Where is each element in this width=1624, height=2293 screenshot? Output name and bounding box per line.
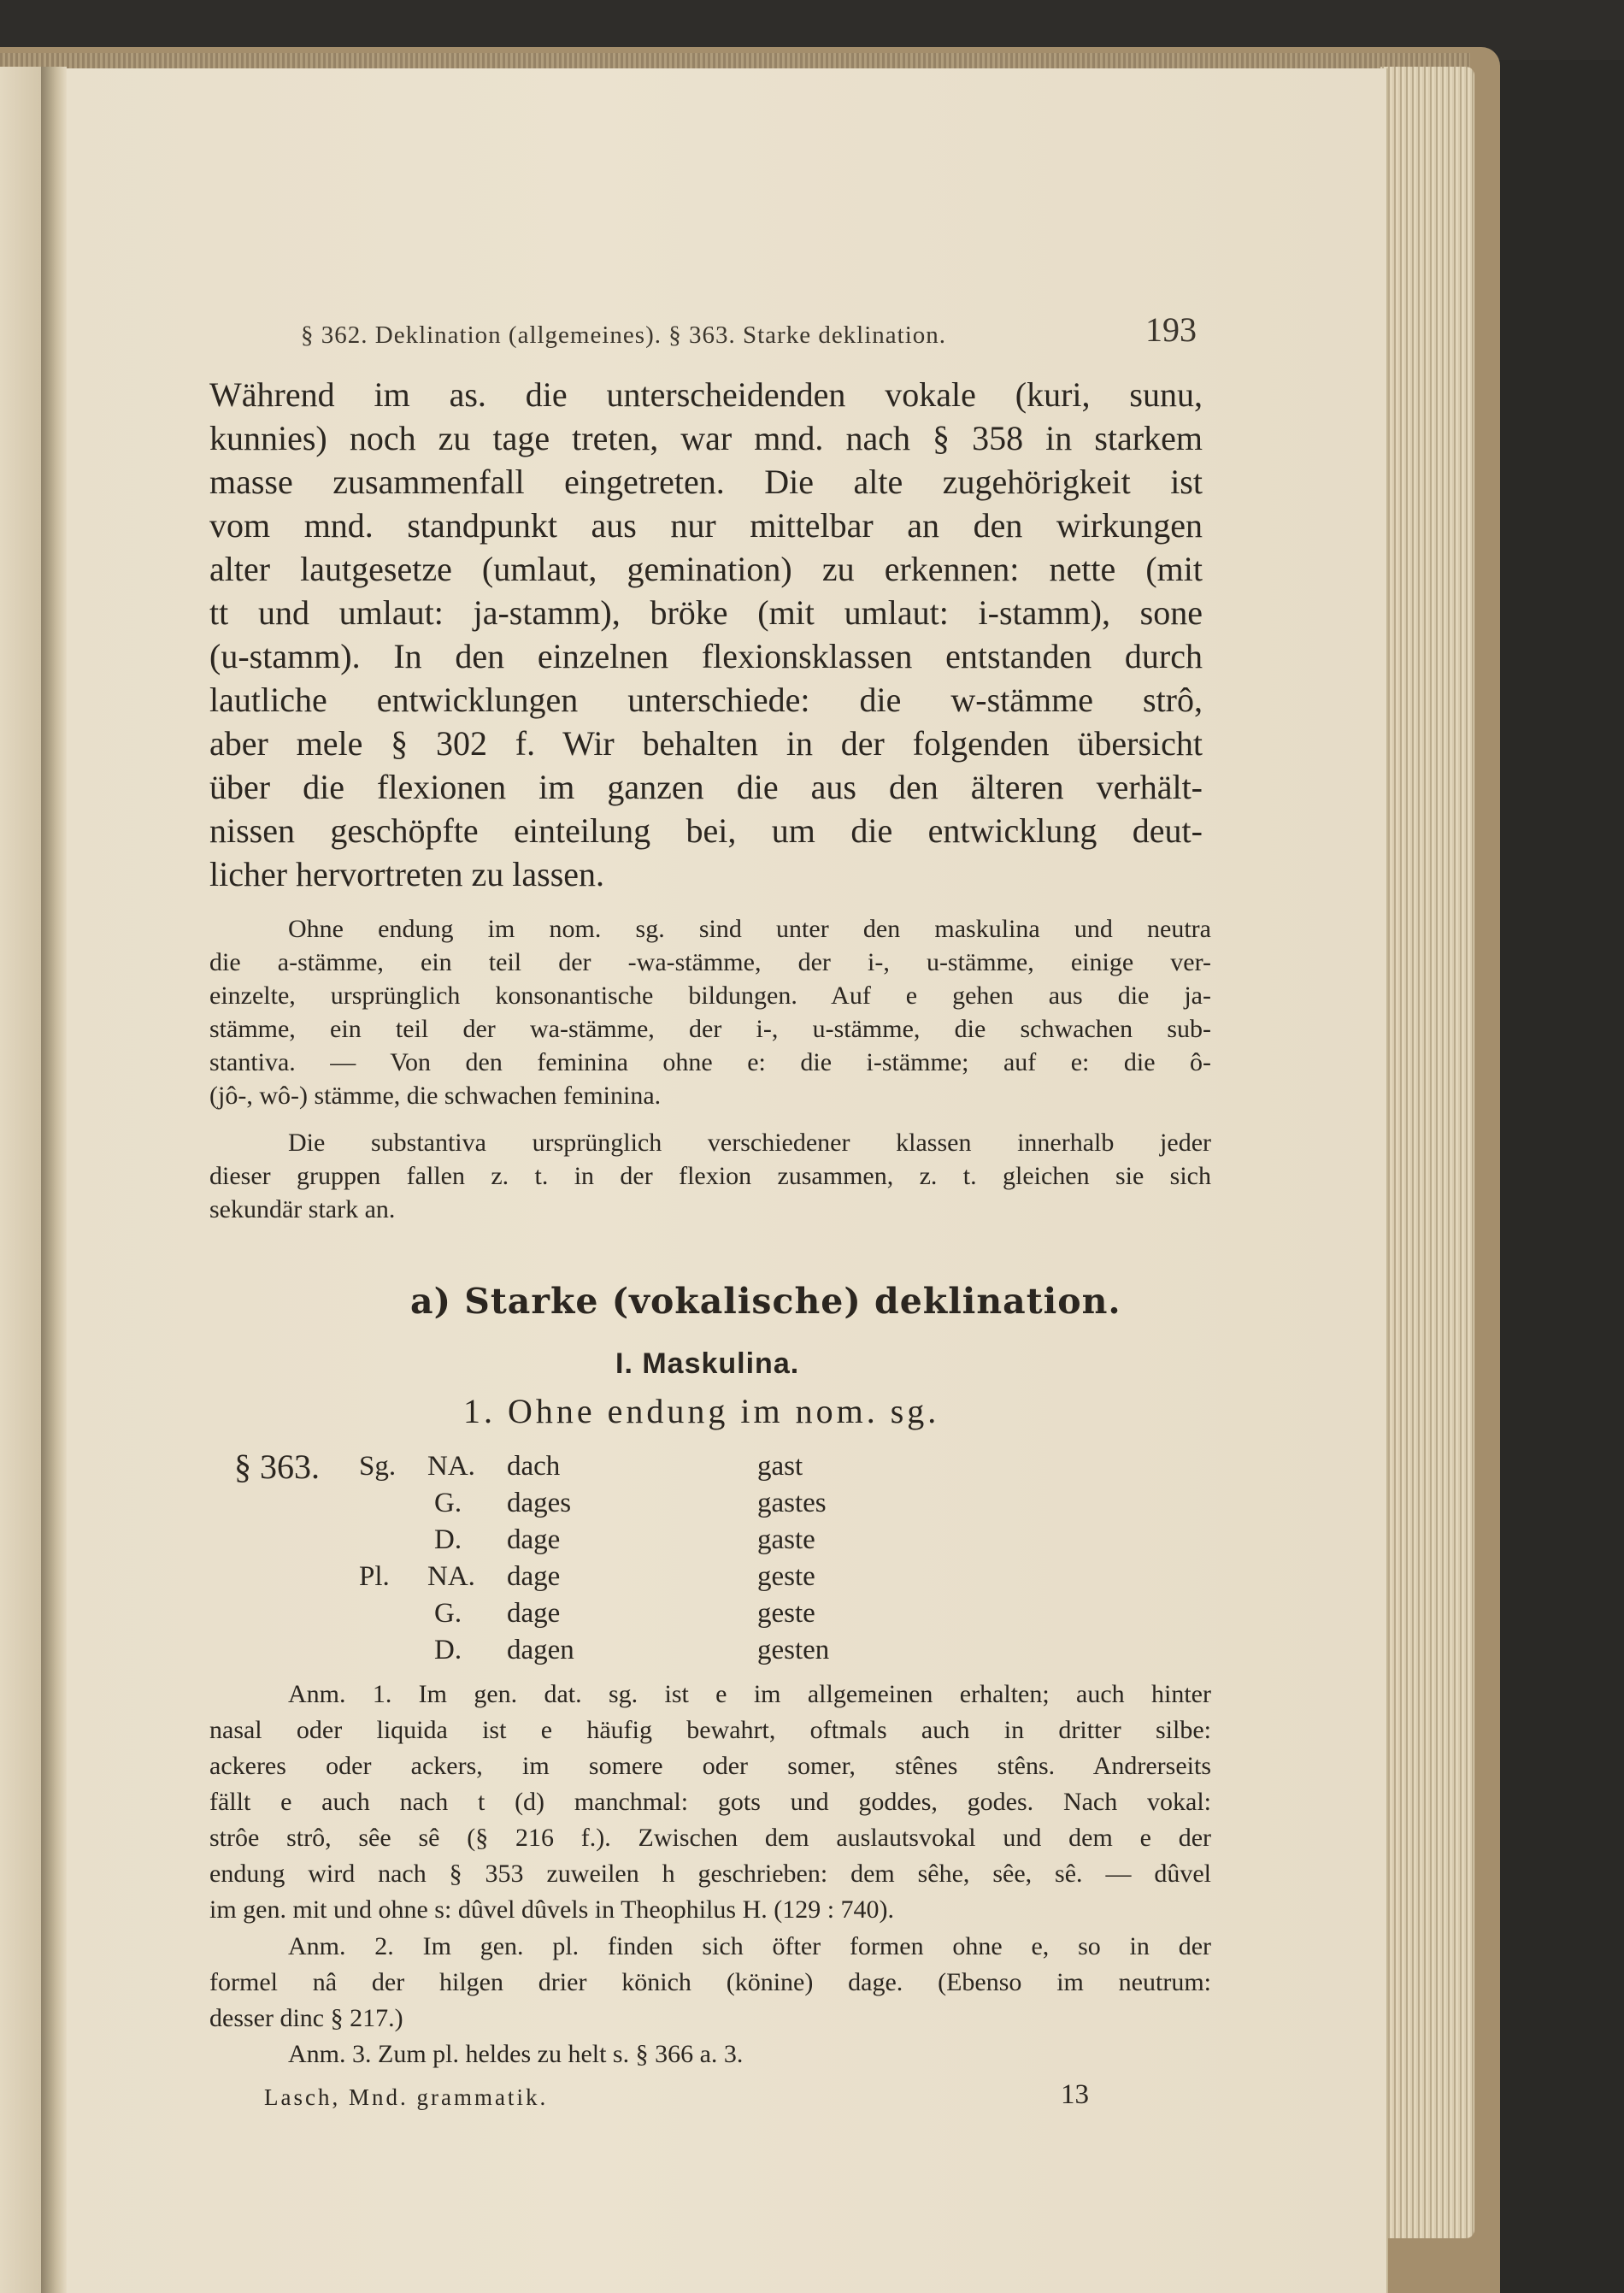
text-line: Die substantiva ursprünglich verschiedener klassen innerhalb jeder (288, 1129, 1211, 1157)
text-line: die a-stämme, ein teil der -wa-stämme, der i-, u-stämme, einige ver- (209, 948, 1211, 976)
text-line: Anm. 2. Im gen. pl. finden sich öfter formen ohne e, so in der (288, 1932, 1211, 1960)
paradigm-case: D. (434, 1635, 462, 1665)
paradigm-form: dage (507, 1598, 561, 1629)
page-edges (1380, 67, 1474, 2238)
paradigm-case: NA. (427, 1451, 475, 1482)
text-line: formel nâ der hilgen drier könich (könine) dage. (Ebenso im neutrum: (209, 1968, 1211, 1996)
text-line: kunnies) noch zu tage treten, war mnd. nach § 358 in starkem (209, 419, 1203, 457)
text-line: einzelte, ursprünglich konsonantische bildungen. Auf e gehen aus die ja- (209, 981, 1211, 1010)
text-line: dieser gruppen fallen z. t. in der flexion zusammen, z. t. gleichen sie sich (209, 1162, 1211, 1190)
text-line: stantiva. — Von den feminina ohne e: die i-stämme; auf e: die ô- (209, 1048, 1211, 1076)
text-line: licher hervortreten zu lassen. (209, 855, 605, 893)
text-line: (u-stamm). In den einzelnen flexionsklassen entstanden durch (209, 637, 1203, 675)
text-line: lautliche entwicklungen unterschiede: die w-stämme strô, (209, 681, 1203, 719)
paradigm-number: Pl. (359, 1561, 390, 1592)
text-line: über die flexionen im ganzen die aus den älteren verhält- (209, 768, 1203, 806)
page-number: 193 (1145, 310, 1197, 349)
text-line: nissen geschöpfte einteilung bei, um die entwicklung deut- (209, 811, 1203, 850)
paradigm-form: gastes (757, 1488, 827, 1518)
text-line: Während im as. die unterscheidenden vokale (kuri, sunu, (209, 375, 1203, 414)
paradigm-case: G. (434, 1598, 462, 1629)
paradigm-section-number: § 363. (234, 1447, 320, 1486)
footer-signature: Lasch, Mnd. grammatik. (264, 2084, 549, 2110)
paradigm-form: dagen (507, 1635, 574, 1665)
text-line: Anm. 1. Im gen. dat. sg. ist e im allgemeinen erhalten; auch hinter (288, 1680, 1211, 1708)
paradigm-form: geste (757, 1561, 815, 1592)
text-line: endung wird nach § 353 zuweilen h geschrieben: dem sêhe, sêe, sê. — dûvel (209, 1860, 1211, 1888)
text-line: ackeres oder ackers, im somere oder somer, stênes stêns. Andrerseits (209, 1752, 1211, 1780)
paradigm-form: gaste (757, 1524, 815, 1555)
text-line: stämme, ein teil der wa-stämme, der i-, u-stämme, die schwachen sub- (209, 1015, 1211, 1043)
paradigm-form: dach (507, 1451, 561, 1482)
text-line: tt und umlaut: ja-stamm), bröke (mit umlaut: i-stamm), sone (209, 593, 1203, 632)
gutter-shadow (41, 67, 67, 2293)
paradigm-case: G. (434, 1488, 462, 1518)
paradigm-case: D. (434, 1524, 462, 1555)
subsection-heading: I. Maskulina. (615, 1347, 800, 1380)
text-line: Ohne endung im nom. sg. sind unter den maskulina und neutra (288, 915, 1211, 943)
paradigm-number: Sg. (359, 1451, 397, 1482)
text-line: vom mnd. standpunkt aus nur mittelbar an den wirkungen (209, 506, 1203, 545)
paradigm-form: geste (757, 1598, 815, 1629)
section-heading: a) Starke (vokalische) deklination. (410, 1281, 1121, 1322)
text-line: desser dinc § 217.) (209, 2004, 403, 2032)
text-line: im gen. mit und ohne s: dûvel dûvels in Theophilus H. (129 : 740). (209, 1895, 895, 1924)
paradigm-case: NA. (427, 1561, 475, 1592)
text-line: fällt e auch nach t (d) manchmal: gots und goddes, godes. Nach vokal: (209, 1788, 1211, 1816)
running-head: § 362. Deklination (allgemeines). § 363. Starke deklination. (301, 321, 947, 349)
paradigm-form: gast (757, 1451, 803, 1482)
paradigm-form: dage (507, 1561, 561, 1592)
paradigm-form: gesten (757, 1635, 830, 1665)
book-page (53, 68, 1388, 2293)
signature-number: 13 (1061, 2079, 1089, 2110)
text-line: aber mele § 302 f. Wir behalten in der folgenden übersicht (209, 724, 1203, 763)
annotation-3: Anm. 3. Zum pl. heldes zu helt s. § 366 a. 3. (288, 2040, 744, 2068)
text-line: masse zusammenfall eingetreten. Die alte zugehörigkeit ist (209, 463, 1203, 501)
text-line: (jô-, wô-) stämme, die schwachen feminina. (209, 1082, 662, 1110)
paradigm-form: dages (507, 1488, 572, 1518)
subsubsection-heading: 1. Ohne endung im nom. sg. (463, 1392, 940, 1430)
text-line: alter lautgesetze (umlaut, gemination) zu erkennen: nette (mit (209, 550, 1203, 588)
text-line: sekundär stark an. (209, 1195, 396, 1223)
text-line: nasal oder liquida ist e häufig bewahrt, oftmals auch in dritter silbe: (209, 1716, 1211, 1744)
paradigm-form: dage (507, 1524, 561, 1555)
text-line: strôe strô, sêe sê (§ 216 f.). Zwischen dem auslautsvokal und dem e der (209, 1824, 1211, 1852)
